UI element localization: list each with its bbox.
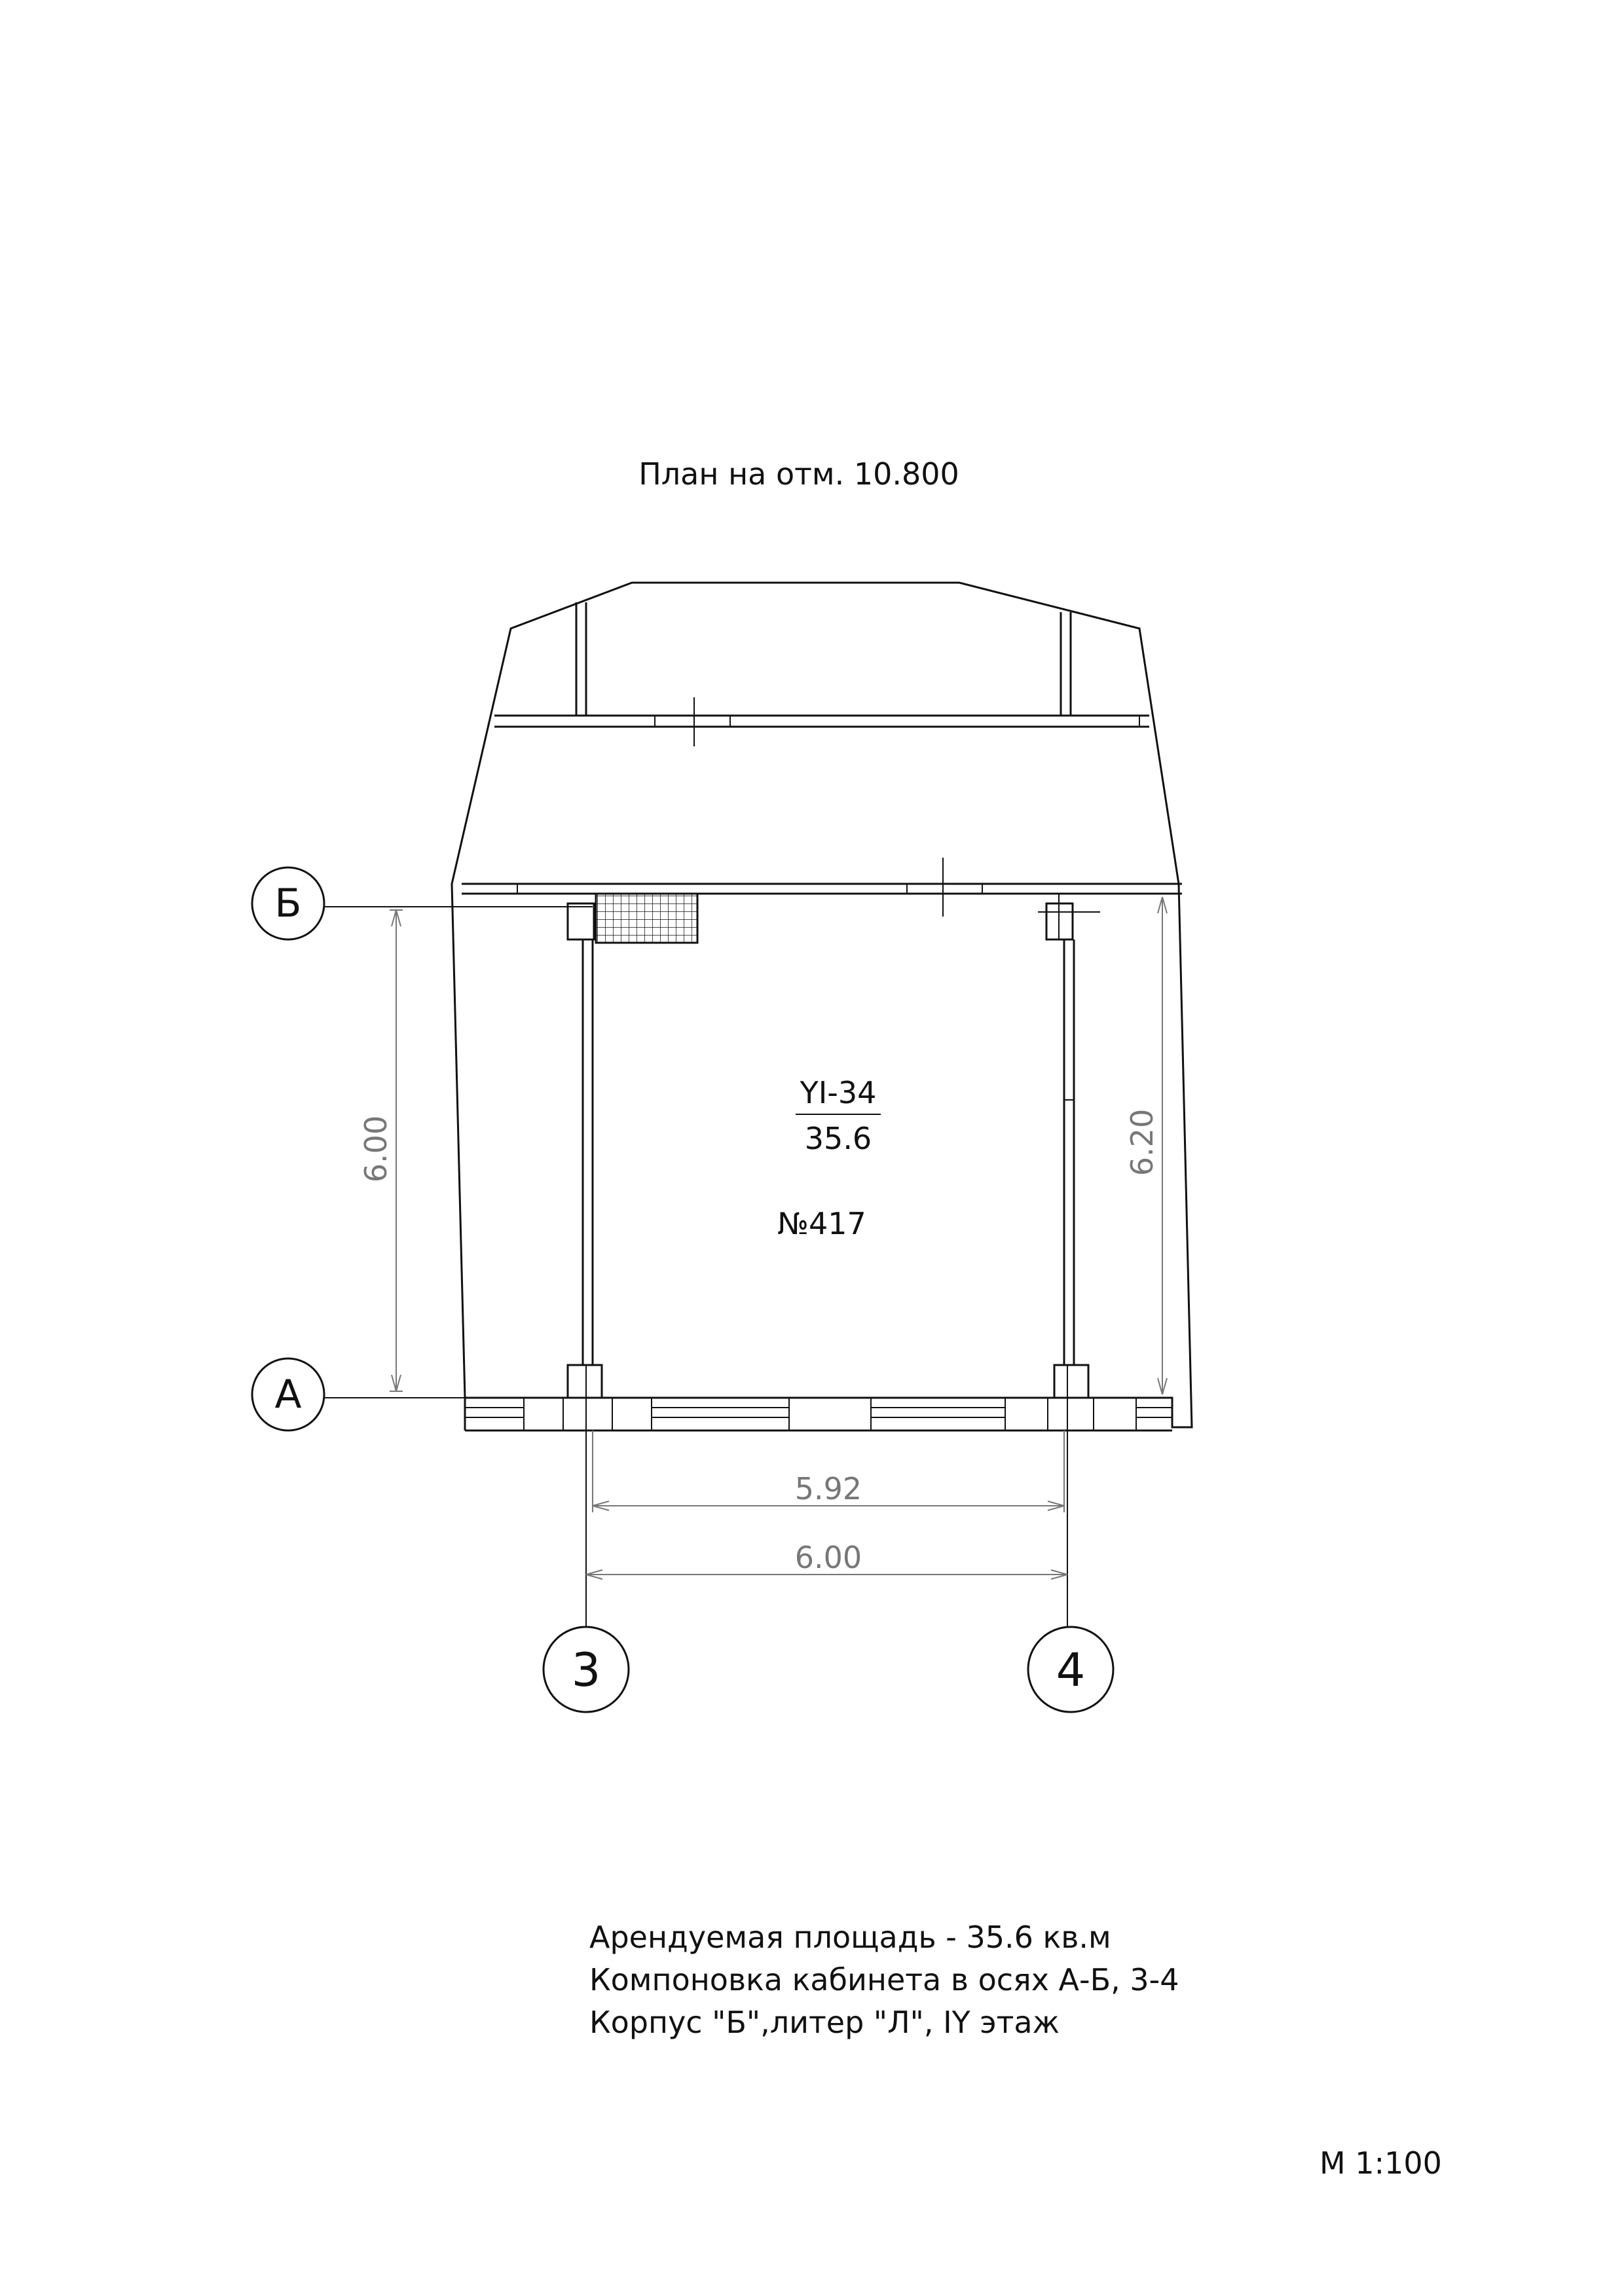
dimension-axis-width bbox=[586, 1540, 1067, 1579]
axis-label-4: 4 bbox=[1056, 1643, 1086, 1697]
note-rented-area: Арендуемая площадь - 35.6 кв.м bbox=[589, 1920, 1111, 1955]
axis-marker-3 bbox=[544, 1365, 629, 1712]
dimension-axis-width-label: 6.00 bbox=[794, 1540, 862, 1575]
dimension-right-height bbox=[1124, 897, 1167, 1394]
axis-label-3: 3 bbox=[571, 1643, 601, 1697]
dimension-right-height-label: 6.20 bbox=[1124, 1108, 1160, 1176]
room-number: №417 bbox=[777, 1206, 866, 1241]
axis-label-a: А bbox=[274, 1372, 302, 1417]
room-tag bbox=[777, 1075, 881, 1241]
dimension-left-height-label: 6.00 bbox=[358, 1115, 394, 1183]
axis-label-b: Б bbox=[274, 881, 302, 926]
scale-label: М 1:100 bbox=[1320, 2145, 1442, 2181]
axis-marker-b bbox=[252, 867, 593, 939]
grid-hatch-block bbox=[596, 894, 697, 943]
axis-marker-4 bbox=[1028, 1365, 1113, 1712]
dimension-inner-width-label: 5.92 bbox=[794, 1471, 862, 1506]
note-building-floor: Корпус "Б",литер "Л", IY этаж bbox=[589, 2005, 1060, 2040]
note-layout-axes: Компоновка кабинета в осях А-Б, 3-4 bbox=[589, 1962, 1179, 1997]
room-code: YI-34 bbox=[800, 1075, 877, 1110]
dimension-inner-width bbox=[593, 1430, 1064, 1512]
dimension-left-height bbox=[358, 910, 403, 1391]
plan-title: План на отм. 10.800 bbox=[638, 456, 959, 492]
building-outline bbox=[452, 583, 1192, 1430]
axis-marker-a bbox=[252, 1358, 465, 1430]
room-area: 35.6 bbox=[804, 1121, 872, 1156]
